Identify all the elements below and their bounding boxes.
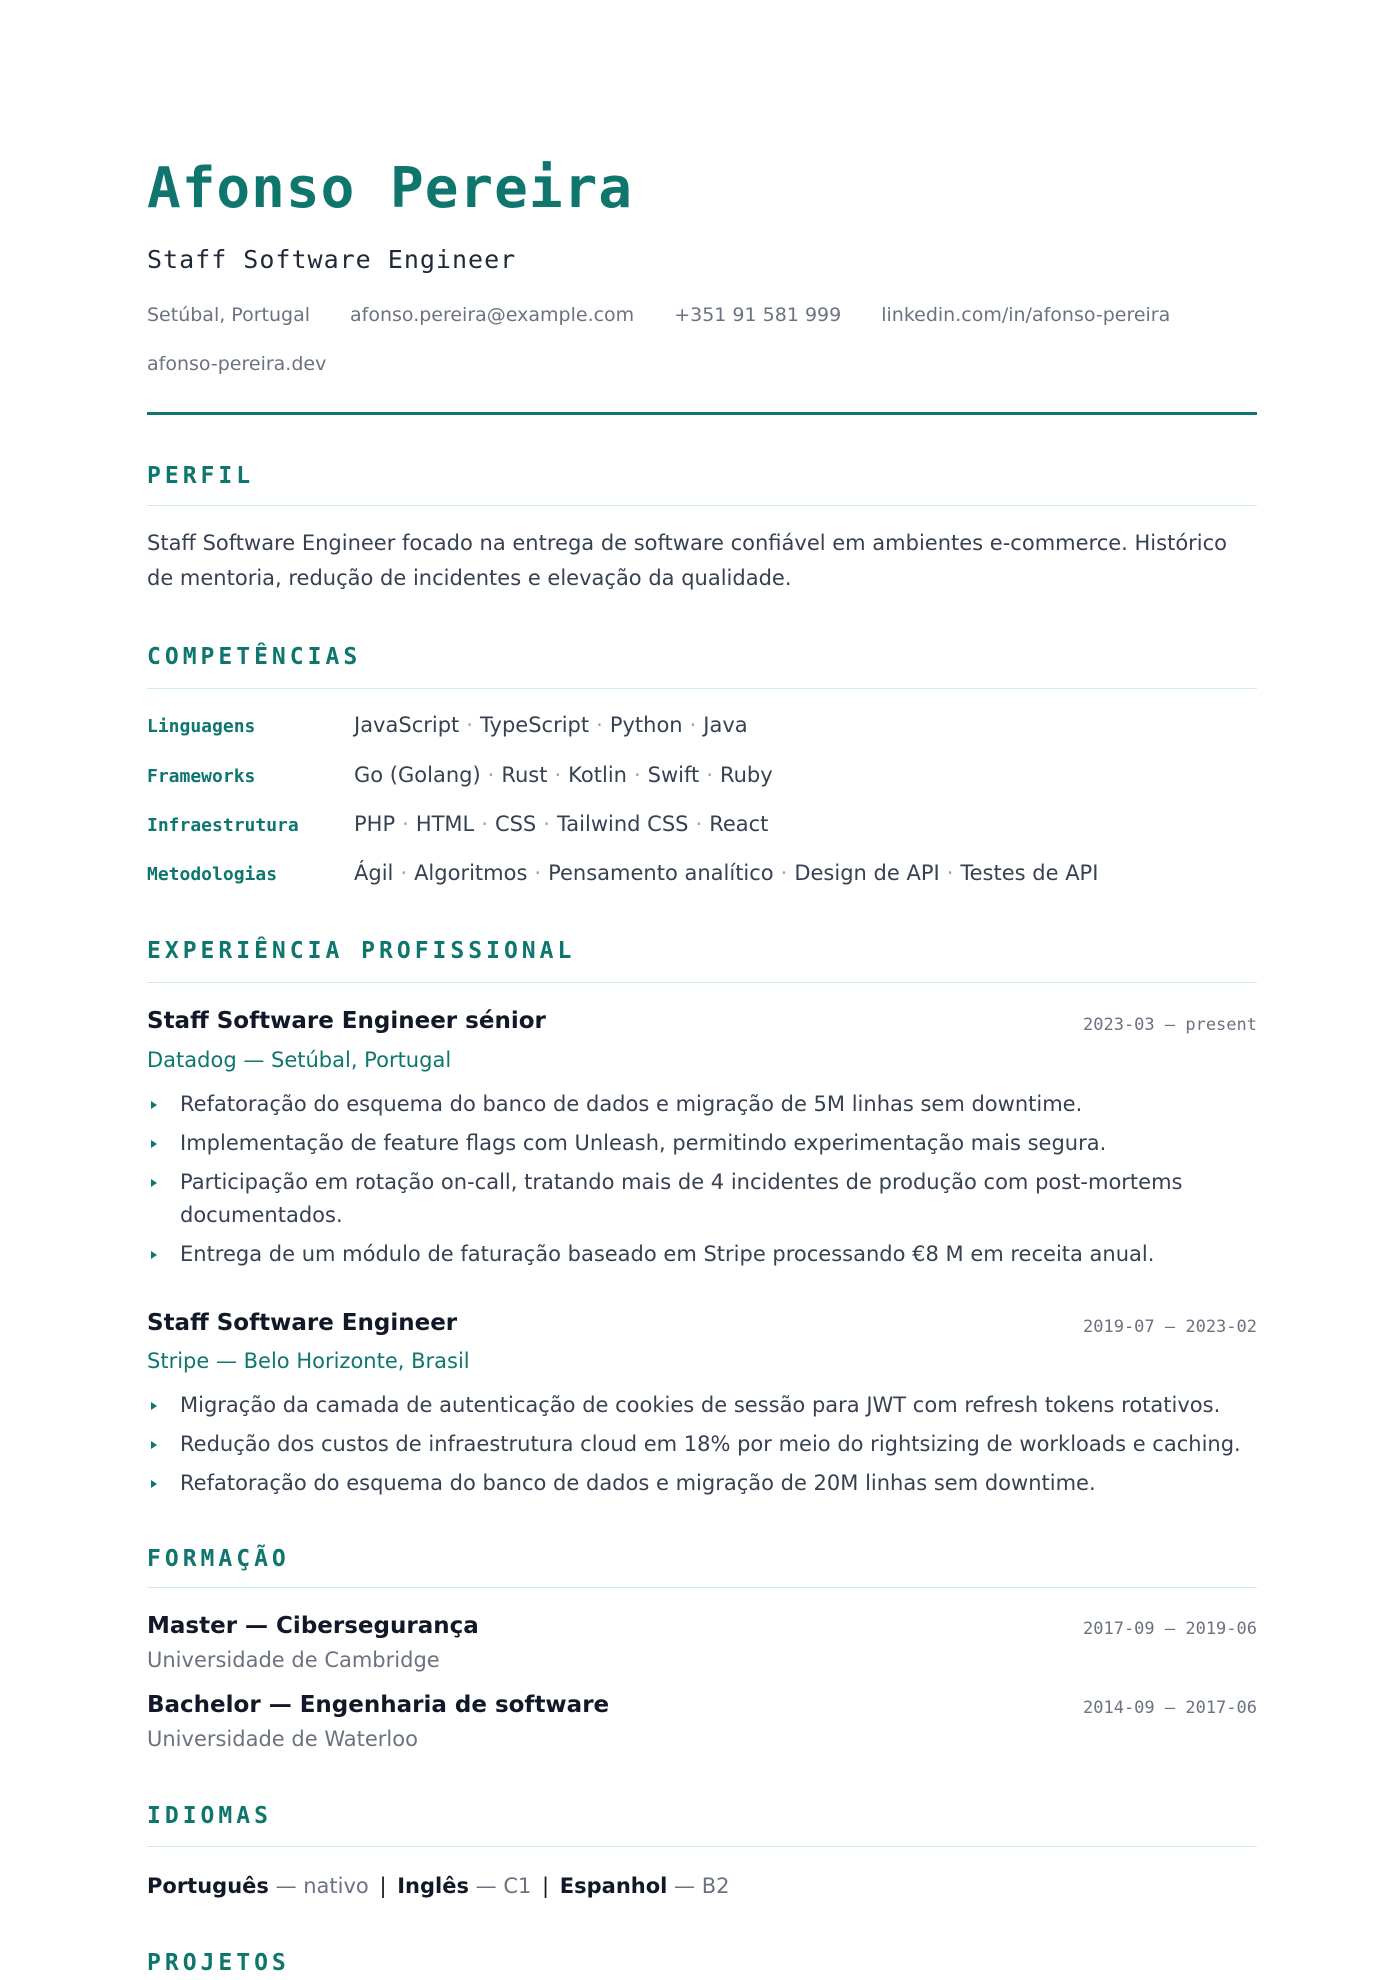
skill-separator: ·	[466, 713, 473, 737]
language-name: Português	[147, 1874, 269, 1898]
skill-separator: ·	[400, 861, 408, 885]
job-bullet: Implementação de feature flags com Unleash, permitindo experimentação mais segura.	[147, 1127, 1257, 1160]
section-divider	[147, 1587, 1257, 1588]
education-degree: Master — Cibersegurança	[147, 1613, 479, 1639]
skill-item: CSS	[494, 812, 537, 836]
language-name: Espanhol	[559, 1874, 668, 1898]
contact-email[interactable]: afonso.pereira@example.com	[350, 304, 635, 326]
section-title-experience: EXPERIÊNCIA PROFISSIONAL	[147, 938, 576, 964]
skill-item: React	[709, 812, 769, 836]
job-bullet: Refatoração do esquema do banco de dados e migração de 20M linhas sem downtime.	[147, 1467, 1257, 1500]
header-divider	[147, 412, 1257, 415]
skill-item: Go (Golang)	[354, 763, 481, 787]
skill-separator: ·	[780, 861, 788, 885]
job-title: Staff Software Engineer sénior	[147, 1008, 546, 1034]
skill-item: Ágil	[354, 861, 394, 885]
skill-item: Swift	[647, 763, 700, 787]
languages-list: Português — nativo | Inglês — C1 | Espanhol — B2	[147, 1874, 730, 1898]
skill-separator: ·	[689, 713, 697, 737]
skill-values-languages	[354, 711, 748, 739]
skill-label-methodologies: Metodologias	[147, 864, 278, 885]
contact-website[interactable]: afonso-pereira.dev	[147, 353, 327, 375]
skill-label-frameworks: Frameworks	[147, 766, 256, 787]
job-title: Staff Software Engineer	[147, 1310, 458, 1336]
section-divider	[147, 1846, 1257, 1847]
bullet-marker-icon	[151, 1101, 157, 1109]
education-dates: 2017-09 — 2019-06	[1083, 1619, 1257, 1639]
skill-item: TypeScript	[479, 713, 590, 737]
skill-item: Rust	[501, 763, 548, 787]
education-school: Universidade de Waterloo	[147, 1727, 418, 1751]
job-bullet: Migração da camada de autenticação de cookies de sessão para JWT com refresh tokens rotativos.	[147, 1389, 1257, 1422]
skill-separator: ·	[706, 763, 713, 787]
section-divider	[147, 505, 1257, 506]
bullet-marker-icon	[151, 1251, 157, 1259]
skill-item: Kotlin	[568, 763, 627, 787]
education-degree: Bachelor — Engenharia de software	[147, 1692, 610, 1718]
skill-separator: ·	[695, 812, 703, 836]
skill-item: JavaScript	[354, 713, 460, 737]
skill-item: PHP	[354, 812, 396, 836]
skill-item: Algoritmos	[414, 861, 528, 885]
skill-separator: ·	[596, 713, 603, 737]
section-title-profile: PERFIL	[147, 463, 255, 489]
education-dates: 2014-09 — 2017-06	[1083, 1698, 1257, 1718]
skill-item: Python	[609, 713, 683, 737]
skill-separator: ·	[543, 812, 550, 836]
skill-item: Ruby	[719, 763, 773, 787]
language-level: B2	[701, 1874, 730, 1898]
skill-values-frameworks	[354, 761, 773, 789]
job-dates: 2019-07 — 2023-02	[1083, 1317, 1257, 1337]
skill-values-infrastructure	[354, 810, 768, 838]
skill-item: Testes de API	[960, 861, 1099, 885]
section-title-education: FORMAÇÃO	[147, 1546, 290, 1572]
contact-linkedin[interactable]: linkedin.com/in/afonso-pereira	[881, 304, 1171, 326]
contact-row	[147, 302, 1170, 328]
candidate-role: Staff Software Engineer	[147, 245, 517, 274]
skill-values-methodologies	[354, 859, 1098, 887]
skill-label-languages: Linguagens	[147, 716, 256, 737]
job-bullet: Refatoração do esquema do banco de dados e migração de 5M linhas sem downtime.	[147, 1088, 1257, 1121]
section-title-projects: PROJETOS	[147, 1950, 290, 1976]
skill-item: Design de API	[794, 861, 940, 885]
bullet-marker-icon	[151, 1480, 157, 1488]
skill-item: HTML	[415, 812, 475, 836]
language-level: nativo	[303, 1874, 369, 1898]
language-name: Inglês	[397, 1874, 469, 1898]
skill-separator: ·	[481, 812, 488, 836]
candidate-name: Afonso Pereira	[147, 156, 634, 221]
contact-location: Setúbal, Portugal	[147, 304, 310, 326]
skill-separator: ·	[946, 861, 954, 885]
skill-label-infrastructure: Infraestrutura	[147, 815, 299, 836]
skill-separator: ·	[534, 861, 542, 885]
job-dates: 2023-03 — present	[1083, 1015, 1257, 1035]
job-bullet: Participação em rotação on-call, tratando mais de 4 incidentes de produção com post-mortems documentados.	[147, 1166, 1257, 1232]
language-level: C1	[503, 1874, 532, 1898]
skill-item: Java	[703, 713, 748, 737]
education-school: Universidade de Cambridge	[147, 1648, 440, 1672]
skill-item: Pensamento analítico	[548, 861, 774, 885]
skill-item: Tailwind CSS	[556, 812, 689, 836]
contact-row-website	[147, 351, 326, 377]
bullet-marker-icon	[151, 1140, 157, 1148]
bullet-marker-icon	[151, 1179, 157, 1187]
section-title-skills: COMPETÊNCIAS	[147, 644, 362, 670]
profile-text: Staff Software Engineer focado na entrega de software confiável em ambientes e-commerce. Histórico de mentoria, redução de incidentes e elevação da qualidade.	[147, 531, 1228, 590]
skill-separator: ·	[554, 763, 562, 787]
job-bullet: Redução dos custos de infraestrutura cloud em 18% por meio do rightsizing de workloads e caching.	[147, 1428, 1257, 1461]
section-divider	[147, 688, 1257, 689]
job-company: Stripe — Belo Horizonte, Brasil	[147, 1349, 470, 1373]
job-bullet: Entrega de um módulo de faturação baseado em Stripe processando €8 M em receita anual.	[147, 1238, 1257, 1271]
skill-separator: ·	[633, 763, 641, 787]
contact-phone[interactable]: +351 91 581 999	[674, 304, 842, 326]
skill-separator: ·	[402, 812, 409, 836]
section-divider	[147, 982, 1257, 983]
job-company: Datadog — Setúbal, Portugal	[147, 1048, 452, 1072]
bullet-marker-icon	[151, 1402, 157, 1410]
section-title-languages: IDIOMAS	[147, 1803, 272, 1829]
bullet-marker-icon	[151, 1441, 157, 1449]
skill-separator: ·	[487, 763, 495, 787]
